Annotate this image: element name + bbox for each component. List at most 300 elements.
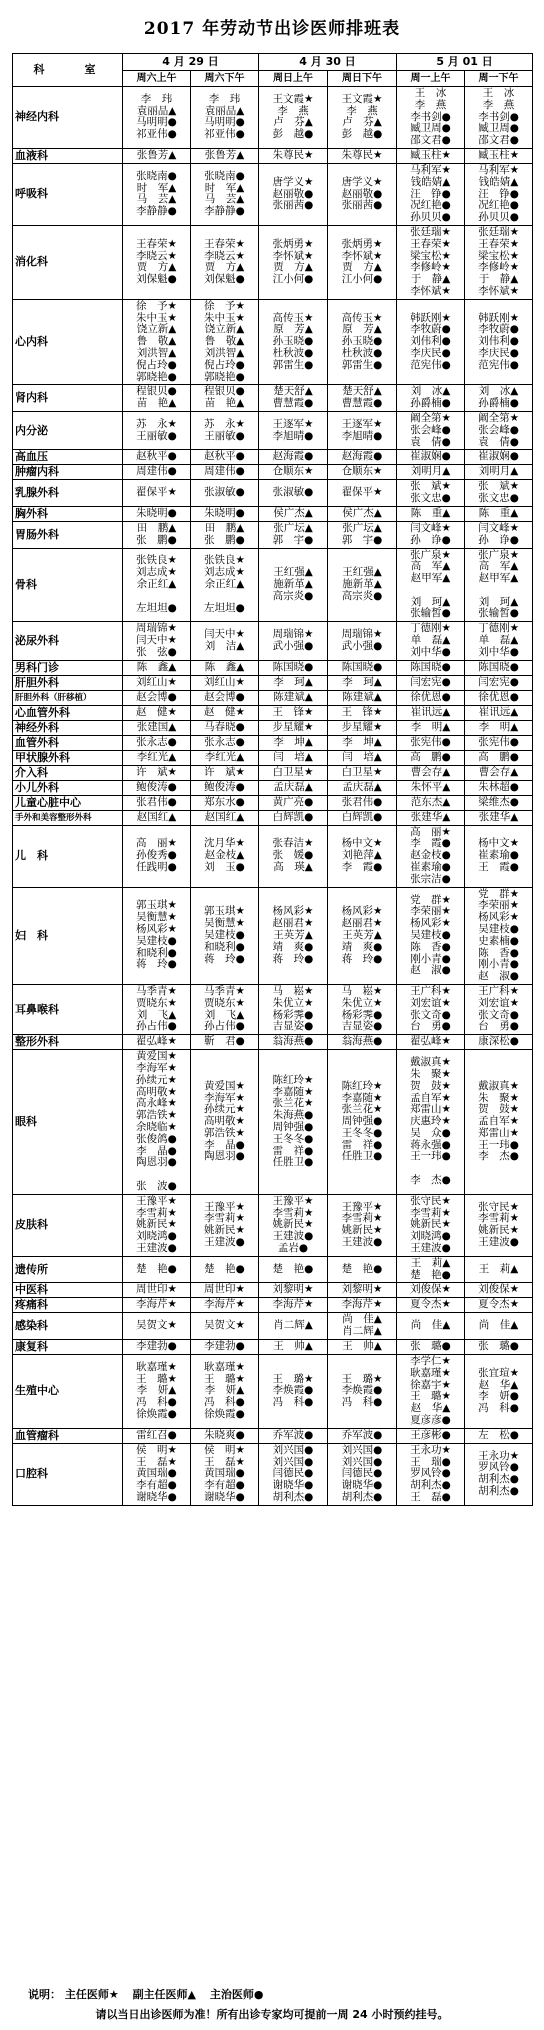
day-header: 5 月 01 日 [397, 54, 533, 71]
doctor-cell: 郭玉琪★ 吴衡慧★ 杨风彩★ 吴建枝● 和晓利● 蒋 玲● [123, 887, 191, 984]
doctor-cell: 步星耀★ [328, 720, 397, 735]
doctor-cell: 刘明月▲ [465, 465, 533, 480]
dept-name: 胸外科 [13, 506, 123, 521]
doctor-cell: 张建国▲ [123, 720, 191, 735]
doctor-cell: 张宜瑄★ 赵 华▲ 李 妍● 冯 科● [465, 1354, 533, 1428]
doctor-cell: 张君伟● [328, 795, 397, 810]
table-row [13, 887, 533, 984]
table-row [13, 1256, 533, 1283]
doctor-cell: 翁海燕● [259, 1035, 328, 1050]
doctor-cell: 孟庆磊▲ [259, 780, 328, 795]
doctor-cell: 赵 健★ [191, 705, 259, 720]
footer-note: 请以当日出诊医师为准！所有出诊专家均可提前一周 24 小时预约挂号。 [95, 2008, 449, 2021]
doctor-cell: 陈国晓● [328, 660, 397, 675]
doctor-cell: 王 冰 李 燕 李书剑● 臧卫周● 邵文君● [397, 87, 465, 149]
doctor-cell: 张永志● [191, 735, 259, 750]
doctor-cell: 张鲁芳▲ [123, 148, 191, 163]
doctor-cell: 张建华▲ [465, 810, 533, 825]
dept-name: 内分泌 [13, 411, 123, 449]
doctor-cell: 王永功★ 罗风铃● 胡利杰● 胡利杰● [465, 1443, 533, 1505]
dept-name: 血管瘤科 [13, 1428, 123, 1443]
dept-name: 心内科 [13, 299, 123, 385]
dept-name: 肾内科 [13, 385, 123, 412]
doctor-cell: 田 鹏▲ 张 鹏● [123, 521, 191, 548]
table-row [13, 163, 533, 225]
doctor-cell: 翟弘峰★ [397, 1035, 465, 1050]
doctor-cell: 楚 艳● [328, 1256, 397, 1283]
doctor-cell: 张宪伟● [397, 735, 465, 750]
table-row [13, 705, 533, 720]
doctor-cell: 刘俊保★ [397, 1283, 465, 1298]
doctor-cell: 崔淑娴● [397, 450, 465, 465]
doctor-cell: 徐 予★ 朱中玉★ 饶立新▲ 鲁 敬▲ 刘洪智▲ 倪占玲● 郭晓艳● [191, 299, 259, 385]
doctor-cell: 杨中文★ 刘艳萍▲ 李 霞● [328, 825, 397, 887]
doctor-cell: 耿嘉瑾★ 王 璐★ 李 妍▲ 冯 科● 徐焕霞● [123, 1354, 191, 1428]
doctor-cell: 王文霞★ 李 燕 卢 芬▲ 彭 越● [328, 87, 397, 149]
doctor-cell: 周瑞锦★ 武小强● [259, 622, 328, 660]
day-header: 4 月 30 日 [259, 54, 397, 71]
doctor-cell: 李海芹★ [191, 1298, 259, 1313]
doctor-cell: 李 珂▲ [328, 675, 397, 690]
doctor-cell: 康深松● [465, 1035, 533, 1050]
dept-name: 泌尿外科 [13, 622, 123, 660]
dept-name: 消化科 [13, 225, 123, 299]
doctor-cell: 王逐军★ 李旭晴● [328, 411, 397, 449]
doctor-cell: 黄爱国★ 李海军★ 孙续元★ 高明敬★ 高永峰★ 郭浩铁★ 余晓临★ 张俊鸽● 李 晶● 陶恩羽● 张 波● [123, 1050, 191, 1195]
doctor-cell: 王 帅▲ [328, 1339, 397, 1354]
doctor-cell: 耿嘉瑾★ 王 璐★ 李 妍▲ 冯 科● 徐焕霞● [191, 1354, 259, 1428]
dept-name: 胃肠外科 [13, 521, 123, 548]
doctor-cell: 楚 艳● [259, 1256, 328, 1283]
doctor-cell: 陈国晓● [397, 660, 465, 675]
doctor-cell: 翟保平★ [328, 480, 397, 507]
table-row [13, 622, 533, 660]
doctor-cell: 王 锋★ [328, 705, 397, 720]
doctor-cell: 张鲁芳▲ [191, 148, 259, 163]
doctor-cell: 刘黎明★ [328, 1283, 397, 1298]
table-row [13, 985, 533, 1035]
table-body [13, 87, 533, 1506]
table-row [13, 465, 533, 480]
doctor-cell: 张廷瑞★ 王春荣★ 梁宝松★ 李修岭★ 于 静▲ 李怀斌★ [465, 225, 533, 299]
doctor-cell: 李红光▲ [123, 750, 191, 765]
doctor-cell: 王广科★ 刘宏谊★ 张文奇● 台 勇● [397, 985, 465, 1035]
legend-attending: 主治医师● [209, 1988, 264, 2001]
half-day-header: 周一下午 [465, 71, 533, 87]
table-row [13, 1283, 533, 1298]
table-row [13, 1035, 533, 1050]
half-day-header: 周六下午 [191, 71, 259, 87]
doctor-cell: 朱晓爽● [191, 1428, 259, 1443]
doctor-cell: 吴贺文★ [123, 1313, 191, 1340]
doctor-cell: 步星耀★ [259, 720, 328, 735]
doctor-cell: 刘 冰▲ 孙爵楠● [465, 385, 533, 412]
doctor-cell: 李海芹★ [328, 1298, 397, 1313]
doctor-cell: 李 玮 袁丽品▲ 马明明● 祁亚伟● [191, 87, 259, 149]
doctor-cell: 李 坤▲ [259, 735, 328, 750]
doctor-cell: 许 斌★ [191, 765, 259, 780]
doctor-cell: 李海芹★ [123, 1298, 191, 1313]
doctor-cell: 陈红玲★ 李嘉随★ 张兰花★ 朱海燕● 周钟强● 王冬冬● 雷 祥● 任胜卫● [259, 1050, 328, 1195]
doctor-cell: 程银贝● 苗 艳▲ [191, 385, 259, 412]
doctor-cell: 党 群★ 李荣丽★ 杨风彩★ 吴建枝● 陈 香● 刚小青● 赵 淑● [397, 887, 465, 984]
doctor-cell: 尚 佳▲ [397, 1313, 465, 1340]
doctor-cell: 李 玮 袁丽品▲ 马明明● 祁亚伟● [123, 87, 191, 149]
dept-name: 肝胆外科（肝移植） [13, 690, 123, 705]
table-row [13, 720, 533, 735]
doctor-cell: 马季青★ 贾晓东★ 刘 飞▲ 孙占伟● [191, 985, 259, 1035]
doctor-cell: 张守民★ 李雪莉★ 姚新民★ 刘晓鸿● 王建波● [397, 1194, 465, 1256]
doctor-cell: 仓顺东★ [259, 465, 328, 480]
dept-name: 介入科 [13, 765, 123, 780]
doctor-cell: 张 斌★ 张文忠● [397, 480, 465, 507]
half-day-header: 周一上午 [397, 71, 465, 87]
table-row [13, 506, 533, 521]
doctor-cell: 沈月华★ 赵金枝▲ 刘 玉● [191, 825, 259, 887]
doctor-cell: 郭玉琪★ 吴衡慧★ 吴建枝● 和晓利● 蒋 玲● [191, 887, 259, 984]
half-day-header: 周六上午 [123, 71, 191, 87]
doctor-cell: 张铁良★ 刘志成★ 余正红▲ 左坦坦● [123, 548, 191, 622]
dept-name: 儿 科 [13, 825, 123, 887]
doctor-cell: 徐 予★ 朱中玉★ 饶立新▲ 鲁 敬▲ 刘洪智▲ 倪占玲● 郭晓艳● [123, 299, 191, 385]
doctor-cell: 戴淑真★ 朱 聚★ 贺 鼓★ 孟自军★ 郑雷山★ 庆惠玲★ 吴 众● 蒋永强● 王一玮● 李 杰● [397, 1050, 465, 1195]
doctor-cell: 王红强▲ 施新革▲ 高宗炎● [328, 548, 397, 622]
doctor-cell: 朱晓明● [191, 506, 259, 521]
doctor-cell: 楚天舒▲ 曹慧霞● [259, 385, 328, 412]
doctor-cell: 周建伟● [191, 465, 259, 480]
doctor-cell: 王春荣★ 李晓云★ 贾 方▲ 刘保魁● [123, 225, 191, 299]
doctor-cell: 高 丽★ 孙俊秀● 任践明● [123, 825, 191, 887]
table-row [13, 765, 533, 780]
dept-name: 甲状腺外科 [13, 750, 123, 765]
doctor-cell: 翁海燕● [328, 1035, 397, 1050]
doctor-cell: 王永功★ 王 瑞● 罗风铃● 胡利杰● 王 磊● [397, 1443, 465, 1505]
dept-name: 心血管外科 [13, 705, 123, 720]
doctor-cell: 曹会存▲ [397, 765, 465, 780]
dept-name: 血液科 [13, 148, 123, 163]
table-row [13, 735, 533, 750]
doctor-cell: 王 莉▲ 楚 艳● [397, 1256, 465, 1283]
doctor-cell: 朱怀平▲ [397, 780, 465, 795]
dept-name: 口腔科 [13, 1443, 123, 1505]
doctor-cell: 崔讯远▲ [465, 705, 533, 720]
doctor-cell: 张 璐● [465, 1339, 533, 1354]
doctor-cell: 崔淑娴● [465, 450, 533, 465]
doctor-cell: 张廷瑞★ 王春荣★ 梁宝松★ 李修岭★ 于 静▲ 李怀斌★ [397, 225, 465, 299]
doctor-cell: 范东杰▲ [397, 795, 465, 810]
doctor-cell: 白辉凯● [259, 810, 328, 825]
doctor-cell: 靳 君● [191, 1035, 259, 1050]
table-row [13, 385, 533, 412]
doctor-cell: 侯 明★ 王 磊★ 黄国瑞● 李有超● 谢晓华● [191, 1443, 259, 1505]
doctor-cell: 赵海霞● [328, 450, 397, 465]
doctor-cell: 杨中文★ 崔素瑜● 王 霞● [465, 825, 533, 887]
doctor-cell: 王春荣★ 李晓云★ 贾 方▲ 刘保魁● [191, 225, 259, 299]
doctor-cell: 梁维杰● [465, 795, 533, 810]
doctor-cell: 高 鹏● [465, 750, 533, 765]
doctor-cell: 侯 明★ 王 磊★ 黄国瑞● 李有超● 谢晓华● [123, 1443, 191, 1505]
doctor-cell: 阚全第★ 张会峰● 袁 倩● [465, 411, 533, 449]
doctor-cell: 陈国晓● [465, 660, 533, 675]
doctor-cell: 肖二辉▲ [259, 1313, 328, 1340]
doctor-cell: 王 帅▲ [259, 1339, 328, 1354]
doctor-cell: 高传玉★ 原 芳▲ 孙玉晓● 杜秋波● 郭雷生● [259, 299, 328, 385]
doctor-cell: 唐学义★ 赵丽敬● 张丽茜● [259, 163, 328, 225]
doctor-cell: 陈红玲★ 李嘉随★ 张兰花★ 周钟强● 王冬冬● 雷 祥● 任胜卫● [328, 1050, 397, 1195]
dept-name: 乳腺外科 [13, 480, 123, 507]
dept-name: 神经内科 [13, 87, 123, 149]
doctor-cell: 臧玉柱★ [465, 148, 533, 163]
doctor-cell: 张广坛▲ 郭 宇● [259, 521, 328, 548]
dept-name: 肝胆外科 [13, 675, 123, 690]
doctor-cell: 张广泉★ 高 军▲ 赵甲军▲ 刘 珂▲ 张输皙● [397, 548, 465, 622]
doctor-cell: 王 璐★ 李焕霞● 冯 科● [328, 1354, 397, 1428]
day-header: 4 月 29 日 [123, 54, 259, 71]
table-row [13, 299, 533, 385]
doctor-cell: 程银贝● 苗 艳▲ [123, 385, 191, 412]
dept-name: 肿瘤内科 [13, 465, 123, 480]
doctor-cell: 戴淑真★ 朱 聚★ 贺 鼓★ 孟自军★ 郑雷山★ 王一玮● 李 杰● [465, 1050, 533, 1195]
doctor-cell: 赵 健★ [123, 705, 191, 720]
table-row [13, 780, 533, 795]
half-day-header: 周日下午 [328, 71, 397, 87]
doctor-cell: 李海芹★ [259, 1298, 328, 1313]
doctor-cell: 王 冰 李 燕 李书剑● 臧卫周● 邵文君● [465, 87, 533, 149]
table-row [13, 225, 533, 299]
doctor-cell: 白卫星★ [259, 765, 328, 780]
dept-name: 骨科 [13, 548, 123, 622]
half-day-header: 周日上午 [259, 71, 328, 87]
doctor-cell: 赵秋平● [123, 450, 191, 465]
doctor-cell: 王豫平★ 李雪莉★ 姚新民★ 王建波● [328, 1194, 397, 1256]
dept-name: 中医科 [13, 1283, 123, 1298]
doctor-cell: 刘明月▲ [397, 465, 465, 480]
doctor-cell: 闫文峰★ 孙 诤● [465, 521, 533, 548]
doctor-cell: 张广坛▲ 郭 宇● [328, 521, 397, 548]
doctor-cell: 乔军波● [259, 1428, 328, 1443]
dept-name: 男科门诊 [13, 660, 123, 675]
table-row [13, 660, 533, 675]
doctor-cell: 刘黎明★ [259, 1283, 328, 1298]
doctor-cell: 楚 艳● [123, 1256, 191, 1283]
doctor-cell: 王广科★ 刘宏谊★ 张文奇● 台 勇● [465, 985, 533, 1035]
dept-name: 遗传所 [13, 1256, 123, 1283]
dept-name: 皮肤科 [13, 1194, 123, 1256]
doctor-cell: 王豫平★ 李雪莉★ 姚新民★ 刘晓鸿● 王建波● [123, 1194, 191, 1256]
doctor-cell: 李建勃● [191, 1339, 259, 1354]
table-row [13, 1339, 533, 1354]
doctor-cell: 李 明▲ [465, 720, 533, 735]
table-header [13, 54, 533, 87]
table-row [13, 690, 533, 705]
doctor-cell: 周世印★ [123, 1283, 191, 1298]
doctor-cell: 张淑敏● [259, 480, 328, 507]
dept-name: 感染科 [13, 1313, 123, 1340]
doctor-cell: 陈 鑫▲ [123, 660, 191, 675]
table-row [13, 411, 533, 449]
table-row [13, 87, 533, 149]
doctor-cell: 丁德刚★ 单 磊▲ 刘中华● [465, 622, 533, 660]
table-row [13, 750, 533, 765]
doctor-cell: 刘兴国● 刘兴国● 闫德民● 谢晓华● 胡利杰● [259, 1443, 328, 1505]
doctor-cell: 张晓南● 时 军▲ 马 芸▲ 李静静● [123, 163, 191, 225]
doctor-cell: 李 坤▲ [328, 735, 397, 750]
doctor-cell: 刘红山★ [123, 675, 191, 690]
legend-chief: 主任医师★ [64, 1988, 119, 2001]
doctor-cell: 尚 佳▲ 肖二辉▲ [328, 1313, 397, 1340]
doctor-cell: 翟保平★ [123, 480, 191, 507]
doctor-cell: 王豫平★ 李雪莉★ 姚新民★ 王建波● [191, 1194, 259, 1256]
doctor-cell: 陈建斌▲ [259, 690, 328, 705]
doctor-cell: 李 明▲ [397, 720, 465, 735]
doctor-cell: 白辉凯● [328, 810, 397, 825]
doctor-cell: 朱尊民★ [328, 148, 397, 163]
doctor-cell: 鲍俊涛● [123, 780, 191, 795]
dept-name: 耳鼻喉科 [13, 985, 123, 1035]
table-row [13, 1050, 533, 1195]
doctor-cell: 郑东水● [191, 795, 259, 810]
doctor-cell: 刘红山★ [191, 675, 259, 690]
doctor-cell: 王豫平★ 李雪莉★ 姚新民★ 王建波● 孟岩● [259, 1194, 328, 1256]
table-row [13, 548, 533, 622]
doctor-cell: 徐优恩● [465, 690, 533, 705]
doctor-cell: 张守民★ 李雪莉★ 姚新民★ 王建波● [465, 1194, 533, 1256]
doctor-cell: 翟弘峰★ [123, 1035, 191, 1050]
dept-name: 生殖中心 [13, 1354, 123, 1428]
doctor-cell: 马春晓● [191, 720, 259, 735]
doctor-cell: 周瑞锦★ 武小强● [328, 622, 397, 660]
doctor-cell: 赵国红▲ [191, 810, 259, 825]
table-row [13, 1354, 533, 1428]
doctor-cell: 李 珂▲ [259, 675, 328, 690]
doctor-cell: 马利军★ 钱皓婧▲ 汪 铮● 况红艳● 孙贝贝● [465, 163, 533, 225]
dept-name: 康复科 [13, 1339, 123, 1354]
doctor-cell: 张春洁★ 张 媛● 高 瑛▲ [259, 825, 328, 887]
doctor-cell: 闫 培▲ [259, 750, 328, 765]
doctor-cell: 侯广杰▲ [259, 506, 328, 521]
doctor-cell: 周瑞锦★ 闫天中★ 张 弦● [123, 622, 191, 660]
table-row [13, 810, 533, 825]
doctor-cell: 朱晓明● [123, 506, 191, 521]
doctor-cell: 高 鹏● [397, 750, 465, 765]
table-row [13, 1298, 533, 1313]
doctor-cell: 丁德刚★ 单 磊▲ 刘中华● [397, 622, 465, 660]
table-row [13, 675, 533, 690]
doctor-cell: 马利军★ 钱皓婧▲ 汪 铮● 况红艳● 孙贝贝● [397, 163, 465, 225]
doctor-cell: 韩跃刚★ 李牧蔚● 刘伟利● 李庆民● 范宪伟● [465, 299, 533, 385]
doctor-cell: 刘兴国● 刘兴国● 闫德民● 谢晓华● 胡利杰● [328, 1443, 397, 1505]
doctor-cell: 陈 重▲ [465, 506, 533, 521]
doctor-cell: 张炳勇★ 李怀斌★ 贾 方▲ 江小何● [259, 225, 328, 299]
doctor-cell: 徐优恩● [397, 690, 465, 705]
doctor-cell: 张 璐● [397, 1339, 465, 1354]
doctor-cell: 赵会博● [191, 690, 259, 705]
doctor-cell: 赵秋平● [191, 450, 259, 465]
doctor-cell: 楚 艳● [191, 1256, 259, 1283]
doctor-cell: 高传玉★ 原 芳▲ 孙玉晓● 杜秋波● 郭雷生● [328, 299, 397, 385]
doctor-cell: 陈 鑫▲ [191, 660, 259, 675]
table-row [13, 1194, 533, 1256]
doctor-cell: 赵会博● [123, 690, 191, 705]
doctor-cell: 夏令杰★ [465, 1298, 533, 1313]
doctor-cell: 侯广杰▲ [328, 506, 397, 521]
dept-name: 血管外科 [13, 735, 123, 750]
doctor-cell: 孟庆磊▲ [328, 780, 397, 795]
legend [28, 1986, 263, 2002]
doctor-cell: 张宪伟● [465, 735, 533, 750]
doctor-cell: 楚天舒▲ 曹慧霞● [328, 385, 397, 412]
table-row [13, 1428, 533, 1443]
doctor-cell: 黄广亮● [259, 795, 328, 810]
dept-column-header: 科 室 [13, 54, 123, 87]
doctor-cell: 张炳勇★ 李怀斌★ 贾 方▲ 江小何● [328, 225, 397, 299]
legend-deputy: 副主任医师▲ [132, 1988, 197, 2001]
doctor-cell: 张 斌★ 张文忠● [465, 480, 533, 507]
dept-name: 手外和美容整形外科 [13, 810, 123, 825]
doctor-cell: 周建伟● [123, 465, 191, 480]
legend-label: 说明： [28, 1988, 61, 2001]
doctor-cell: 张君伟● [123, 795, 191, 810]
doctor-cell: 韩跃刚★ 李牧蔚● 刘伟利● 李庆民● 范宪伟● [397, 299, 465, 385]
doctor-cell: 马 崧★ 朱优立★ 杨彩霁● 吉显姿● [259, 985, 328, 1035]
doctor-cell: 苏 永★ 王丽敏● [191, 411, 259, 449]
doctor-cell: 阚全第★ 张会峰● 袁 倩● [397, 411, 465, 449]
doctor-cell: 陈国晓● [259, 660, 328, 675]
doctor-cell: 闫 培▲ [328, 750, 397, 765]
table-row [13, 521, 533, 548]
table-row [13, 825, 533, 887]
doctor-cell: 王 璐★ 李焕霞● 冯 科● [259, 1354, 328, 1428]
doctor-cell: 夏令杰★ [397, 1298, 465, 1313]
page-title: 2017 年劳动节出诊医师排班表 [143, 19, 401, 39]
dept-name: 呼吸科 [13, 163, 123, 225]
doctor-cell: 张淑敏● [191, 480, 259, 507]
dept-name: 整形外科 [13, 1035, 123, 1050]
doctor-cell: 闫文峰★ 孙 诤● [397, 521, 465, 548]
dept-name: 神经外科 [13, 720, 123, 735]
table-row [13, 450, 533, 465]
doctor-cell: 张广泉★ 高 军▲ 赵甲军▲ 刘 珂▲ 张输皙● [465, 548, 533, 622]
doctor-cell: 仓顺东★ [328, 465, 397, 480]
doctor-cell: 白卫星★ [328, 765, 397, 780]
doctor-cell: 黄爱国★ 李海军★ 孙续元★ 高明敬★ 郭浩铁★ 李 晶● 陶恩羽● [191, 1050, 259, 1195]
doctor-cell: 唐学义★ 赵丽敬● 张丽茜● [328, 163, 397, 225]
doctor-cell: 李红光▲ [191, 750, 259, 765]
doctor-cell: 陈 重▲ [397, 506, 465, 521]
doctor-cell: 王逐军★ 李旭晴● [259, 411, 328, 449]
doctor-cell: 闫宏宪● [465, 675, 533, 690]
doctor-cell: 闫宏宪● [397, 675, 465, 690]
doctor-cell: 许 斌★ [123, 765, 191, 780]
doctor-cell: 刘 冰▲ 孙爵楠● [397, 385, 465, 412]
doctor-cell: 曹会存▲ [465, 765, 533, 780]
table-row [13, 148, 533, 163]
dept-name: 妇 科 [13, 887, 123, 984]
doctor-cell: 张建华▲ [397, 810, 465, 825]
table-row [13, 1313, 533, 1340]
doctor-cell: 李学仁★ 耿嘉瑾★ 徐嘉宇★ 王 璐★ 赵 华▲ 夏彦彦● [397, 1354, 465, 1428]
doctor-cell: 周世印★ [191, 1283, 259, 1298]
doctor-cell: 朱林超● [465, 780, 533, 795]
dept-name: 眼科 [13, 1050, 123, 1195]
dept-name: 疼痛科 [13, 1298, 123, 1313]
doctor-cell: 张晓南● 时 军▲ 马 芸▲ 李静静● [191, 163, 259, 225]
doctor-cell: 鲍俊涛● [191, 780, 259, 795]
doctor-cell: 李建勃● [123, 1339, 191, 1354]
doctor-cell: 刘俊保★ [465, 1283, 533, 1298]
doctor-cell: 王文霞★ 李 燕 卢 芬▲ 彭 越● [259, 87, 328, 149]
doctor-cell: 张永志● [123, 735, 191, 750]
